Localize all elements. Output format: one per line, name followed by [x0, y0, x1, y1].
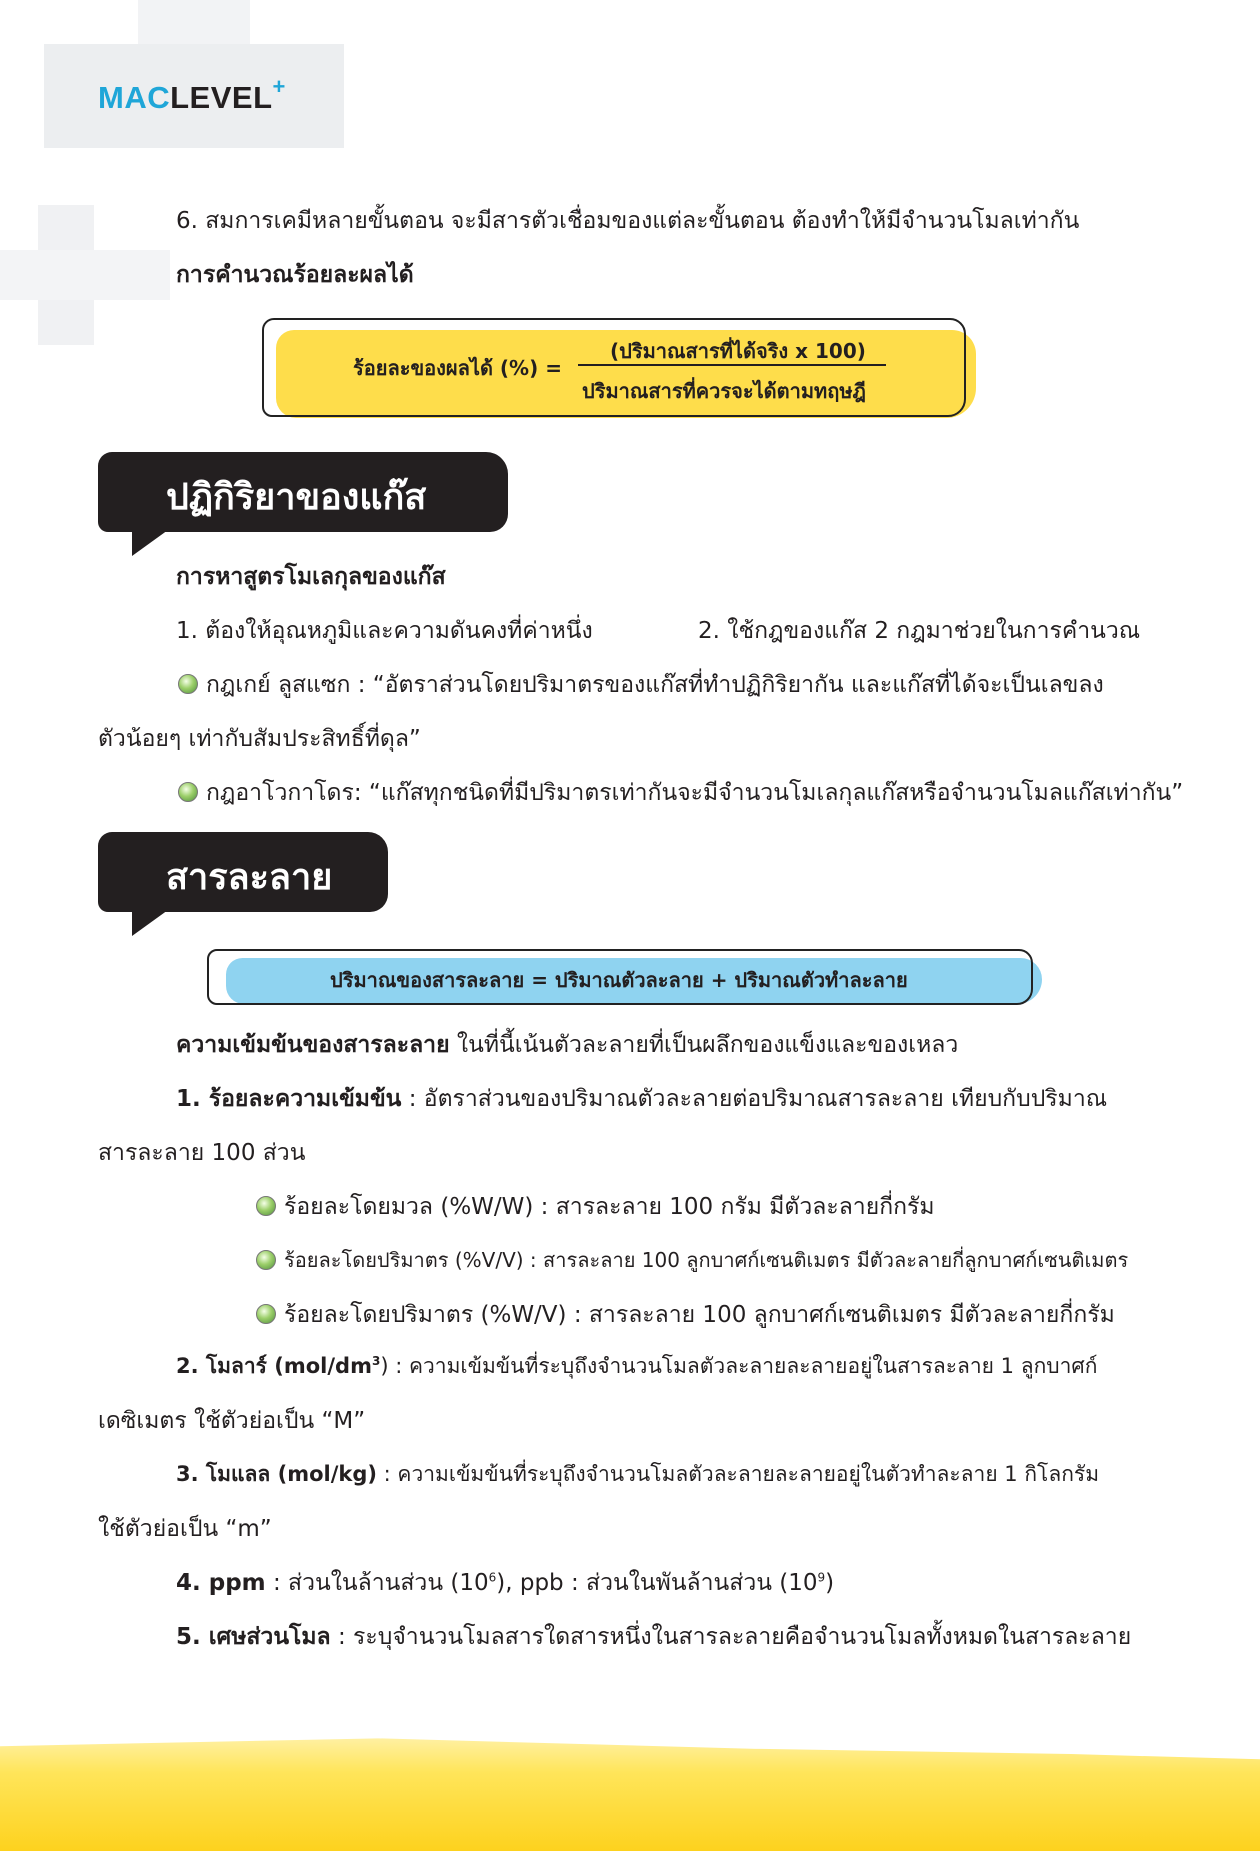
bullet-icon [256, 1304, 276, 1324]
gay-lussac-law: กฎเกย์ ลูสแซก : “อัตราส่วนโดยปริมาตรของแก๊สที่ทำปฏิกิริยากัน และแก๊สที่ได้จะเป็นเลขลง [178, 672, 1104, 700]
percent-wv: ร้อยละโดยปริมาตร (%W/V) : สารละลาย 100 ลูกบาศก์เซนติเมตร มีตัวละลายกี่กรัม [256, 1302, 1115, 1330]
percent-vv: ร้อยละโดยปริมาตร (%V/V) : สารละลาย 100 ลูกบาศก์เซนติเมตร มีตัวละลายกี่ลูกบาศก์เซนติเมตร [256, 1248, 1128, 1272]
gay-lussac-law-cont: ตัวน้อยๆ เท่ากับสัมประสิทธิ์ที่ดุล” [98, 726, 421, 752]
decorative-brush-band [0, 1720, 1260, 1851]
percent-ww: ร้อยละโดยมวล (%W/W) : สารละลาย 100 กรัม มีตัวละลายกี่กรัม [256, 1194, 935, 1222]
yield-formula-numerator: (ปริมาณสารที่ได้จริง x 100) [610, 339, 866, 363]
item-6-text: 6. สมการเคมีหลายขั้นตอน จะมีสารตัวเชื่อมของแต่ละขั้นตอน ต้องทำให้มีจำนวนโมลเท่ากัน [176, 208, 1080, 234]
speech-tail [132, 910, 168, 936]
yield-formula-denominator: ปริมาณสารที่ควรจะได้ตามทฤษฎี [582, 379, 866, 403]
bullet-icon [178, 674, 198, 694]
percent-concentration: 1. ร้อยละความเข้มข้น : อัตราส่วนของปริมาณตัวละลายต่อปริมาณสารละลาย เทียบกับปริมาณ [176, 1086, 1108, 1112]
solution-formula: ปริมาณของสารละลาย = ปริมาณตัวละลาย + ปริมาณตัวทำละลาย [330, 968, 908, 992]
section-title-gas: ปฏิกิริยาของแก๊ส [166, 477, 427, 518]
section-title-solution: สารละลาย [166, 857, 333, 898]
molality: 3. โมแลล (mol/kg) : ความเข้มข้นที่ระบุถึงจำนวนโมลตัวละลายละลายอยู่ในตัวทำละลาย 1 กิโลกรัม [176, 1462, 1100, 1486]
ppm-ppb: 4. ppm : ส่วนในล้านส่วน $(10^6)$, ppb : ส่วนในพันล้านส่วน $(10^9)$ [176, 1570, 835, 1596]
percent-concentration-cont: สารละลาย 100 ส่วน [98, 1140, 306, 1166]
bullet-icon [178, 782, 198, 802]
bullet-icon [256, 1250, 276, 1270]
gas-point-1: 1. ต้องให้อุณหภูมิและความดันคงที่ค่าหนึ่ง [176, 618, 593, 644]
speech-tail [132, 530, 168, 556]
bullet-icon [256, 1196, 276, 1216]
mole-fraction: 5. เศษส่วนโมล : ระบุจำนวนโมลสารใดสารหนึ่งในสารละลายคือจำนวนโมลทั้งหมดในสารละลาย [176, 1624, 1132, 1650]
fraction-line [578, 364, 886, 366]
maclevel-logo: MACLEVEL+ [98, 74, 286, 115]
molarity-cont: เดซิเมตร ใช้ตัวย่อเป็น “M” [98, 1408, 366, 1434]
yield-heading: การคำนวณร้อยละผลได้ [176, 262, 414, 288]
molarity: 2. โมลาร์ $(mol/dm^3)$ : ความเข้มข้นที่ระบุถึงจำนวนโมลตัวละลายละลายอยู่ในสารละลาย 1 ลูกบาศก์ [176, 1354, 1098, 1378]
gas-point-2: 2. ใช้กฎของแก๊ส 2 กฎมาช่วยในการคำนวณ [698, 618, 1141, 644]
avogadro-law: กฎอาโวกาโดร: “แก๊สทุกชนิดที่มีปริมาตรเท่ากันจะมีจำนวนโมเลกุลแก๊สหรือจำนวนโมลแก๊สเท่ากัน” [178, 780, 1183, 808]
molality-cont: ใช้ตัวย่อเป็น “m” [98, 1516, 272, 1542]
section-banner-solution [98, 832, 388, 912]
gas-heading: การหาสูตรโมเลกุลของแก๊ส [176, 564, 446, 590]
background-square [138, 0, 250, 44]
concentration-heading: ความเข้มข้นของสารละลาย ในที่นี้เน้นตัวละลายที่เป็นผลึกของแข็งและของเหลว [176, 1032, 959, 1058]
yield-formula-lhs: ร้อยละของผลได้ (%) = [353, 356, 562, 380]
section-banner-gas [98, 452, 508, 532]
background-square [0, 250, 170, 300]
